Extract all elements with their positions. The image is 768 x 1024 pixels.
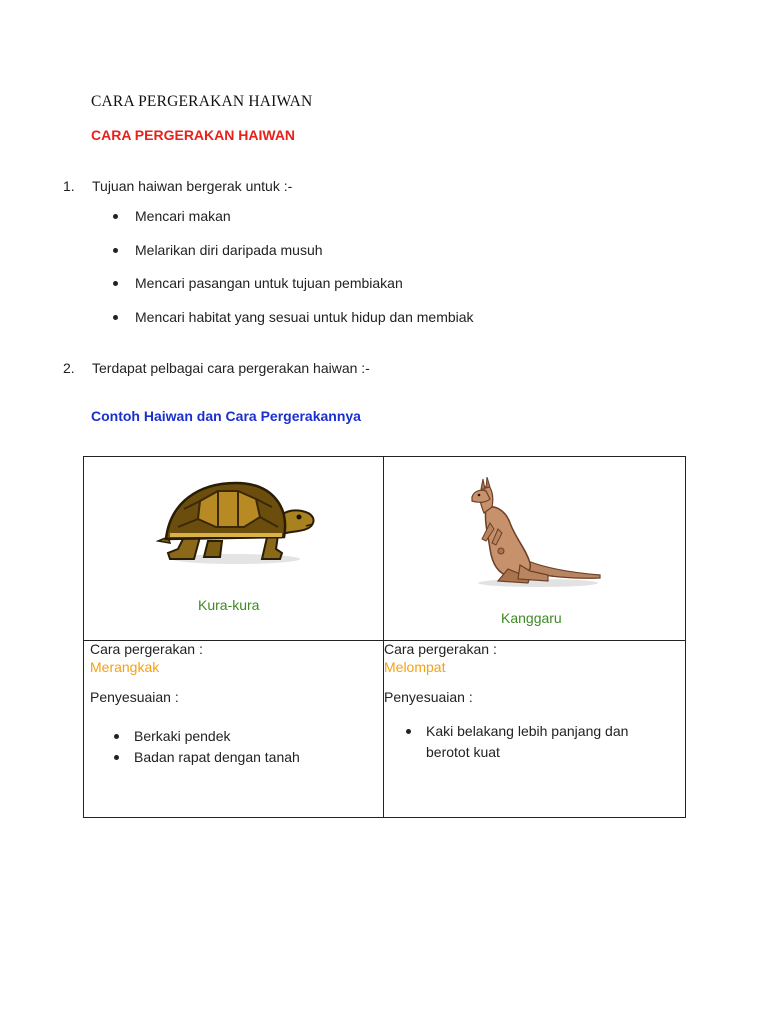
movement-value: Melompat <box>384 659 446 675</box>
purpose-list <box>113 206 474 340</box>
list-item: Kaki belakang lebih panjang dan berotot kuat <box>404 721 650 763</box>
list-item: Badan rapat dengan tanah <box>112 747 362 768</box>
kangaroo-details-cell <box>383 640 686 818</box>
list-item: Mencari pasangan untuk tujuan pembiakan <box>113 273 474 307</box>
list-item: Berkaki pendek <box>112 726 362 747</box>
list-number-2: 2. <box>63 360 75 376</box>
section-heading: Contoh Haiwan dan Cara Pergerakannya <box>91 408 361 424</box>
tortoise-illustration <box>156 475 316 567</box>
document-subtitle: CARA PERGERAKAN HAIWAN <box>91 127 296 143</box>
kangaroo-illustration <box>468 477 604 589</box>
adaptation-list <box>112 726 362 768</box>
movement-value: Merangkak <box>90 659 160 675</box>
animal-name-tortoise: Kura-kura <box>198 597 260 613</box>
adaptation-list <box>404 721 650 763</box>
item-1-text: Tujuan haiwan bergerak untuk :- <box>92 178 293 194</box>
list-item: Melarikan diri daripada musuh <box>113 240 474 274</box>
document-title: CARA PERGERAKAN HAIWAN <box>91 93 313 110</box>
animal-name-kangaroo: Kanggaru <box>501 610 562 626</box>
movement-label: Cara pergerakan : <box>384 641 497 657</box>
list-item: Mencari makan <box>113 206 474 240</box>
adaptation-label: Penyesuaian : <box>384 689 473 705</box>
tortoise-details-cell <box>83 640 384 818</box>
tortoise-picture-cell <box>83 456 384 641</box>
animal-table <box>83 456 686 818</box>
list-number-1: 1. <box>63 178 75 194</box>
movement-label: Cara pergerakan : <box>90 641 203 657</box>
item-2-text: Terdapat pelbagai cara pergerakan haiwan :- <box>92 360 370 376</box>
adaptation-label: Penyesuaian : <box>90 689 179 705</box>
kangaroo-picture-cell <box>383 456 686 641</box>
list-item: Mencari habitat yang sesuai untuk hidup dan membiak <box>113 307 474 341</box>
